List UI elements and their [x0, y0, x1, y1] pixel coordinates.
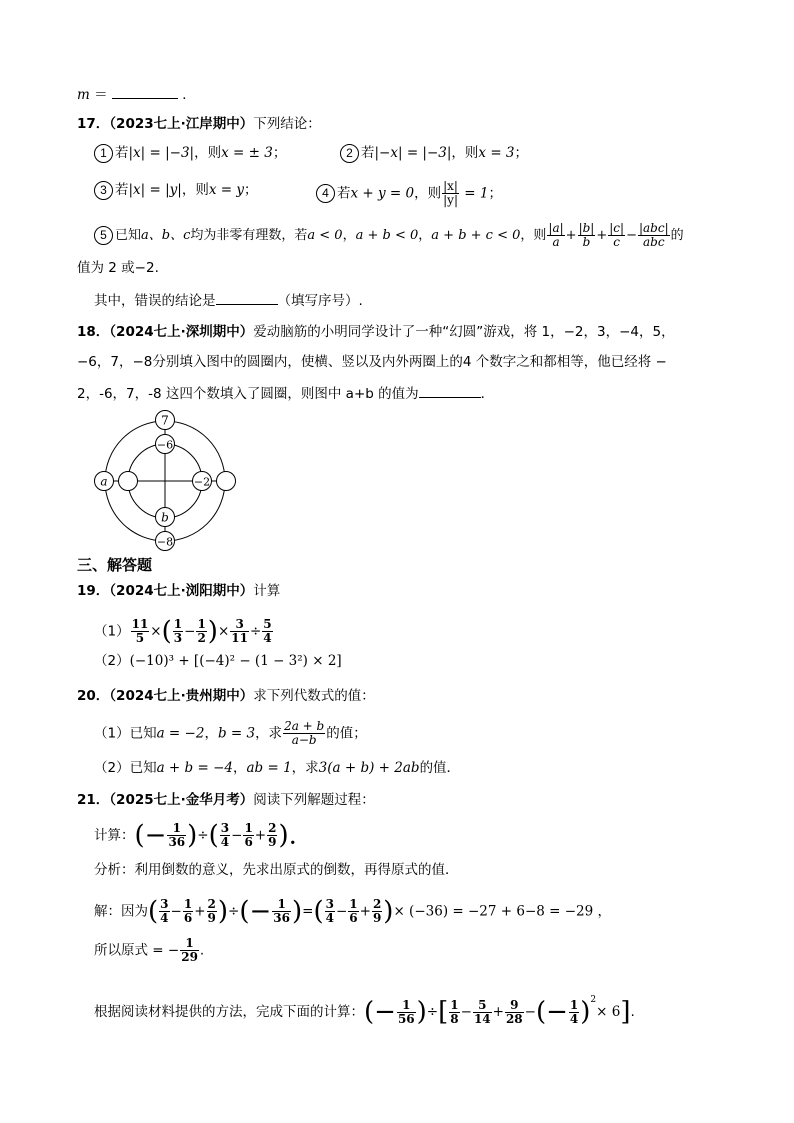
- svg-text:a: a: [100, 474, 108, 489]
- fraction: $\frac{1}{6}$: [183, 897, 193, 925]
- q18-line-2: −6，7，−8分别填入图中的圆圈内，使横、竖以及内外两圈上的4 个数字之和都相等，他已经将 −: [77, 354, 667, 370]
- circle-inner-top: [156, 435, 175, 454]
- fraction: $\frac{5}{4}$: [263, 617, 272, 645]
- circled-number-4: 4: [316, 184, 335, 203]
- q21-analysis: 分析：利用倒数的意义，先求出原式的倒数，再得原式的值．: [94, 862, 459, 878]
- q21-heading: 21．（2025七上·金华月考）阅读下列解题过程：: [77, 792, 375, 808]
- fraction: $\frac{2}{9}$: [372, 897, 382, 925]
- q17-option-5: 5 已知a、b、c均为非零有理数，若a < 0，a + b < 0，a + b + c < 0，则 $\frac{|a|}{a}$ + $\frac{|b|}{b}$ + $\frac{|c|}{c}$ − $\frac{\text{|abc|}}{\text{abc}}$ 的: [94, 222, 684, 249]
- svg-text:−2: −2: [193, 475, 211, 489]
- section-heading: 三、解答题: [77, 556, 153, 574]
- q18-line-1: 18．（2024七上·深圳期中）爱动脑筋的小明同学设计了一种“幻圆”游戏，将 1，−2，3，−4，5，: [77, 324, 675, 340]
- q19-part-1: （1） $\frac{11}{5}$ ×( $\frac{1}{3}$ − $\frac{1}{2}$ )× $\frac{3}{11}$ ÷ $\frac{5}{4}$: [94, 616, 272, 647]
- q18-line-3: 2，-6，7，-8 这四个数填入了圆圈，则图中 a+b 的值为 ．: [77, 383, 494, 404]
- fraction: $\frac{|a|}{a}$: [548, 221, 564, 249]
- circled-number-3: 3: [94, 181, 113, 200]
- circled-number-2: 2: [340, 144, 359, 163]
- fraction: $\frac{2}{9}$: [207, 897, 216, 925]
- fraction: $\frac{1}{29}$: [181, 936, 198, 964]
- fraction: $\frac{2a + b}{a-b}$: [284, 719, 325, 747]
- fraction: $\frac{1}{8}$: [450, 997, 459, 1026]
- fraction: $\frac{|c|}{c}$: [609, 221, 625, 249]
- answer-blank[interactable]: [419, 383, 481, 398]
- fraction: $\frac{\text{|abc|}}{\text{abc}}$: [638, 221, 669, 249]
- q20-heading: 20．（2024七上·贵州期中）求下列代数式的值：: [77, 688, 375, 704]
- fraction: $\frac{1}{4}$: [569, 997, 579, 1026]
- q20-part-2: （2）已知a + b = −4，ab = 1，求3(a + b) + 2ab的值．: [94, 760, 461, 776]
- circle-right-outer: [217, 472, 236, 491]
- circle-left-outer: [95, 472, 114, 491]
- q19-part-2: （2）(−10)³ + [(−4)² − (1 − 3²) × 2]: [94, 653, 342, 669]
- svg-text:b: b: [161, 510, 169, 525]
- q20-part-1: （1）已知a = −2，b = 3，求 $\frac{2a + b}{a-b}$ 的值；: [94, 719, 367, 747]
- fraction: $\frac{1}{3}$: [173, 617, 183, 645]
- circle-left-inner: [119, 472, 138, 491]
- q17-question: 其中，错误的结论是 （填写序号）.: [94, 290, 363, 311]
- fraction: $\frac{1}{6}$: [349, 897, 358, 925]
- fraction: $\frac{|b|}{b}$: [578, 221, 595, 249]
- fraction: $\frac{3}{4}$: [220, 821, 230, 849]
- svg-text:−8: −8: [156, 535, 174, 549]
- q17-option-1: 1 若|x| = |−3|，则x = ± 3；: [94, 143, 286, 163]
- q17-heading: 17．（2023七上·江岸期中）下列结论：: [77, 116, 321, 132]
- q19-heading: 19．（2024七上·浏阳期中）计算: [77, 583, 281, 599]
- fraction: $\frac{1}{36}$: [273, 897, 290, 925]
- answer-blank[interactable]: [112, 84, 178, 99]
- top-fragment: m ＝ ．: [77, 84, 196, 105]
- circle-inner-bottom: [156, 508, 175, 527]
- fraction: $\frac{9}{28}$: [505, 997, 523, 1026]
- q21-solution: 解：因为( $\frac{3}{4}$ − $\frac{1}{6}$ + $\frac{2}{9}$ )÷(− $\frac{1}{36}$ )=( $\frac{3}{4}$ − $\frac{1}{6}$ + $\frac{2}{9}$ )× (−36) = −27 + 6−8 = −29 ，: [94, 896, 612, 927]
- q17-option-5-cont: 值为 2 或−2.: [77, 260, 159, 276]
- circled-number-5: 5: [94, 226, 113, 245]
- fraction: $\frac{3}{4}$: [325, 897, 334, 925]
- fraction: $\frac{1}{2}$: [197, 617, 206, 645]
- q21-calc: 计算：(− $\frac{1}{36}$ )÷( $\frac{3}{4}$ − $\frac{1}{6}$ + $\frac{2}{9}$ ).: [94, 820, 297, 851]
- fraction: $\frac{2}{9}$: [268, 821, 277, 849]
- q21-so: 所以原式 = − $\frac{1}{29}$ .: [94, 936, 205, 964]
- svg-text:7: 7: [161, 413, 169, 428]
- answer-blank[interactable]: [216, 290, 278, 305]
- fraction: $\frac{1}{36}$: [168, 821, 186, 849]
- fraction: $\frac{3}{4}$: [160, 897, 169, 925]
- q17-option-2: 2 若|−x| = |−3|，则x = 3；: [340, 143, 528, 163]
- q17-option-4: 4 若x + y = 0，则 $\frac{|x|}{|y|}$ = 1；: [316, 180, 502, 207]
- fraction: $\frac{1}{56}$: [397, 997, 415, 1026]
- fraction: $\frac{11}{5}$: [131, 617, 149, 645]
- svg-text:−6: −6: [156, 438, 174, 452]
- var-m: m: [77, 87, 90, 103]
- circled-number-1: 1: [94, 144, 113, 163]
- circle-bottom: [156, 532, 175, 551]
- fraction: $\frac{1}{6}$: [244, 821, 253, 849]
- fraction: $\frac{|x|}{|y|}$: [443, 179, 458, 207]
- q17-option-3: 3 若|x| = |y|，则x = y；: [94, 180, 257, 200]
- circle-right-inner: [193, 472, 212, 491]
- fraction: $\frac{3}{11}$: [231, 617, 248, 645]
- fraction: $\frac{5}{14}$: [473, 997, 491, 1026]
- q21-task: 根据阅读材料提供的方法，完成下面的计算：(− $\frac{1}{56}$ )÷[ $\frac{1}{8}$ − $\frac{5}{14}$ + $\frac{9}{28}$ −(− $\frac{1}{4}$ )$^2$× 6].: [94, 995, 635, 1027]
- magic-circle-figure: [90, 405, 250, 555]
- circle-top: [156, 411, 175, 430]
